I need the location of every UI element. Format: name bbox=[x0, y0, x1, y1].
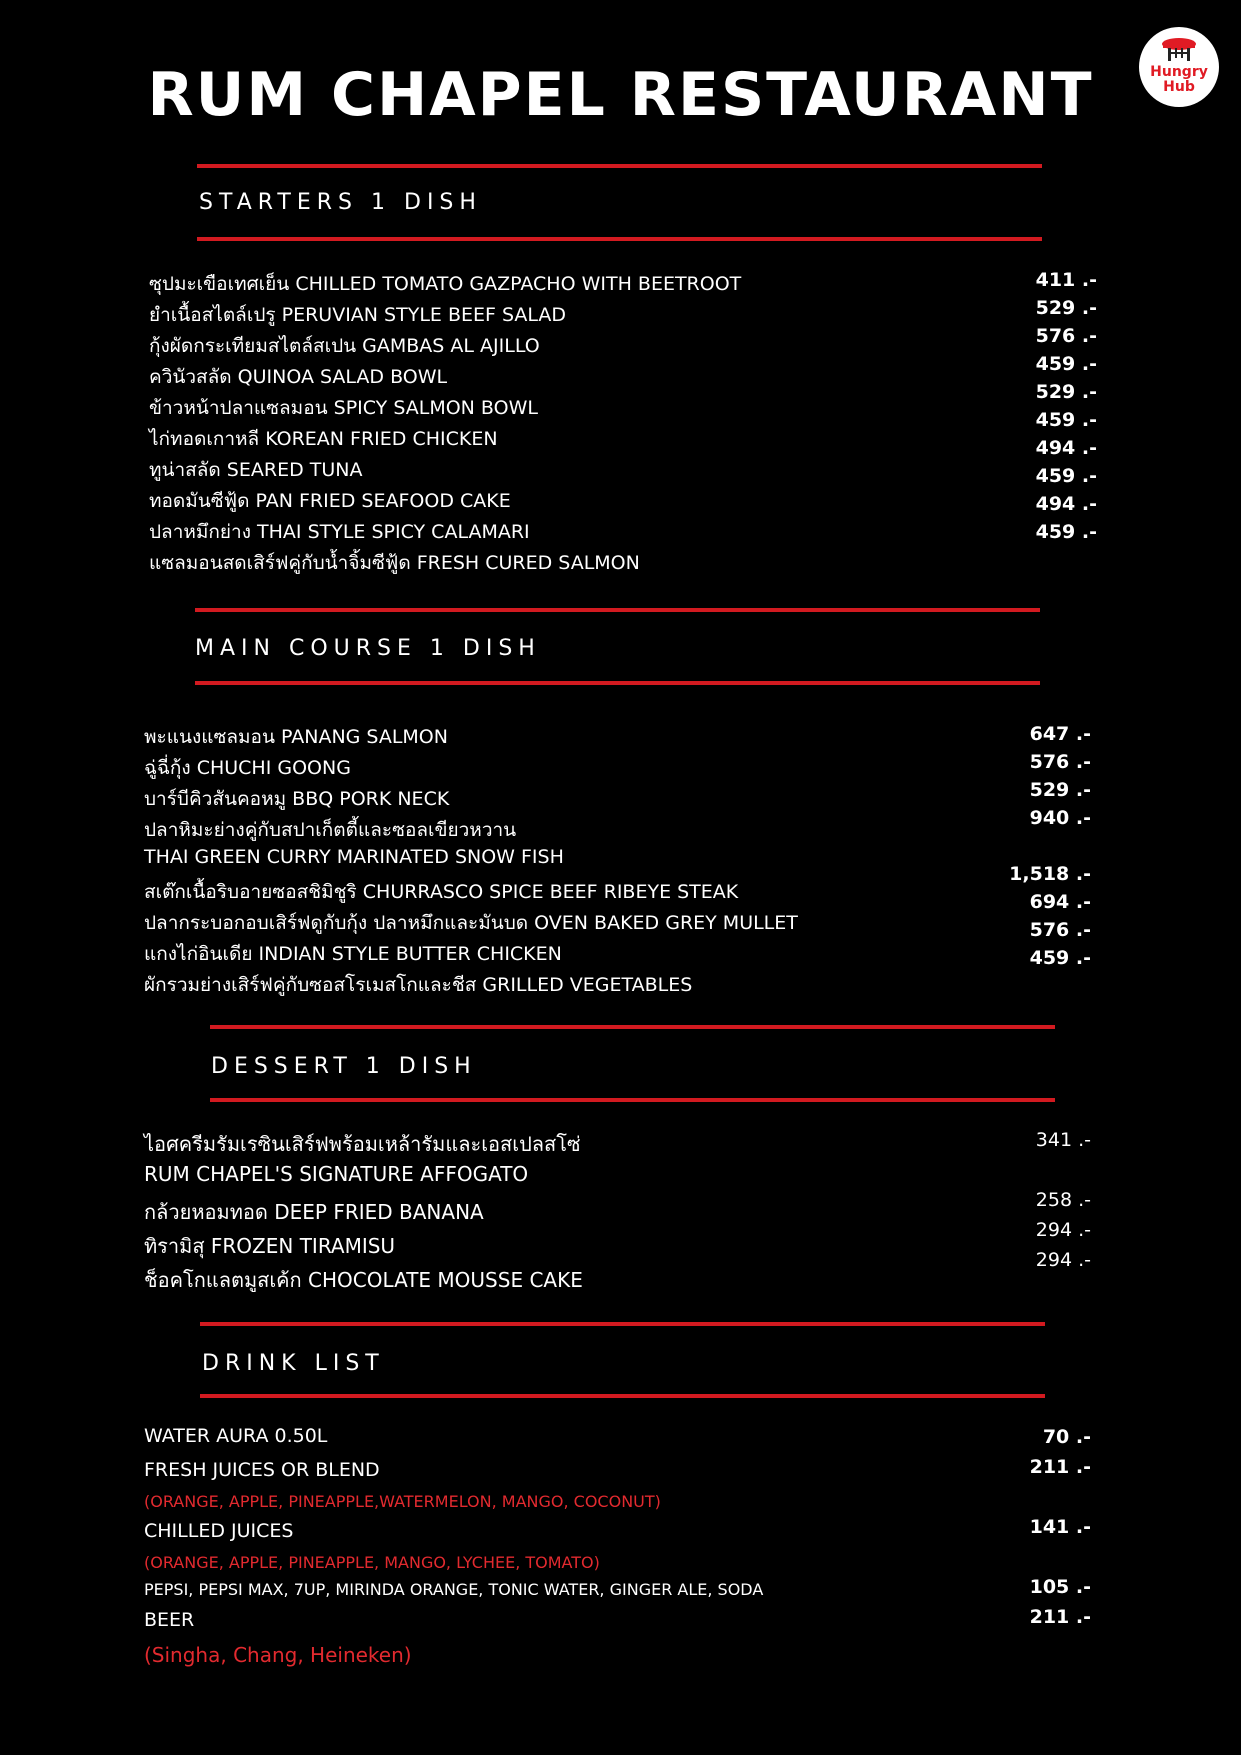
table-icon bbox=[1160, 35, 1198, 65]
starter-item: ควินัวสลัด QUINOA SALAD BOWL bbox=[149, 366, 448, 388]
drink-price: 211 .- bbox=[1029, 1456, 1091, 1478]
main-price: 459 .- bbox=[1029, 947, 1091, 969]
main-item: สเต๊กเนื้อริบอายซอสชิมิชูริ CHURRASCO SPICE BEEF RIBEYE STEAK bbox=[144, 881, 739, 903]
drink-item: WATER AURA 0.50L bbox=[144, 1425, 328, 1447]
section-title-dessert: DESSERT 1 DISH bbox=[211, 1054, 477, 1079]
dessert-item: RUM CHAPEL'S SIGNATURE AFFOGATO bbox=[144, 1162, 529, 1186]
drink-options: (ORANGE, APPLE, PINEAPPLE,WATERMELON, MANGO, COCONUT) bbox=[144, 1492, 661, 1511]
dessert-item: กล้วยหอมทอด DEEP FRIED BANANA bbox=[144, 1200, 484, 1224]
dessert-price: 294 .- bbox=[1035, 1219, 1091, 1241]
starter-price: 494 .- bbox=[1035, 493, 1097, 515]
starter-item: ยำเนื้อสไตล์เปรู PERUVIAN STYLE BEEF SALAD bbox=[149, 304, 567, 326]
starter-item: ไก่ทอดเกาหลี KOREAN FRIED CHICKEN bbox=[149, 428, 498, 450]
dessert-item: ช็อคโกแลตมูสเค้ก CHOCOLATE MOUSSE CAKE bbox=[144, 1268, 583, 1292]
drink-item: PEPSI, PEPSI MAX, 7UP, MIRINDA ORANGE, TONIC WATER, GINGER ALE, SODA bbox=[144, 1580, 764, 1599]
dessert-price: 341 .- bbox=[1035, 1129, 1091, 1151]
main-price: 576 .- bbox=[1029, 751, 1091, 773]
main-price: 576 .- bbox=[1029, 919, 1091, 941]
main-price: 940 .- bbox=[1029, 807, 1091, 829]
divider bbox=[195, 608, 1040, 612]
starter-price: 459 .- bbox=[1035, 465, 1097, 487]
dessert-item: ทิรามิสุ FROZEN TIRAMISU bbox=[144, 1234, 396, 1258]
drink-price: 105 .- bbox=[1029, 1576, 1091, 1598]
drink-item: BEER bbox=[144, 1609, 195, 1631]
starter-item: ซุปมะเขือเทศเย็น CHILLED TOMATO GAZPACHO WITH BEETROOT bbox=[149, 273, 742, 295]
hungry-hub-logo bbox=[1139, 27, 1219, 107]
starter-item: ปลาหมึกย่าง THAI STYLE SPICY CALAMARI bbox=[149, 521, 530, 543]
drink-price: 141 .- bbox=[1029, 1516, 1091, 1538]
drink-price: 211 .- bbox=[1029, 1606, 1091, 1628]
divider bbox=[197, 237, 1042, 241]
starter-item: ทอดมันซีฟู้ด PAN FRIED SEAFOOD CAKE bbox=[149, 490, 511, 512]
dessert-price: 258 .- bbox=[1035, 1189, 1091, 1211]
divider bbox=[210, 1025, 1055, 1029]
divider bbox=[200, 1394, 1045, 1398]
main-item: พะแนงแซลมอน PANANG SALMON bbox=[144, 726, 448, 748]
dessert-item: ไอศครีมรัมเรซินเสิร์ฟพร้อมเหล้ารัมและเอสเปลสโซ่ bbox=[144, 1132, 581, 1156]
divider bbox=[197, 164, 1042, 168]
drink-options: (Singha, Chang, Heineken) bbox=[144, 1643, 412, 1667]
drink-price: 70 .- bbox=[1042, 1426, 1091, 1448]
main-item: บาร์บีคิวสันคอหมู BBQ PORK NECK bbox=[144, 788, 450, 810]
main-price: 647 .- bbox=[1029, 723, 1091, 745]
main-item: ผักรวมย่างเสิร์ฟคู่กับซอสโรเมสโกและชีส GRILLED VEGETABLES bbox=[144, 974, 693, 996]
section-title-main-course: MAIN COURSE 1 DISH bbox=[195, 636, 541, 661]
main-item: THAI GREEN CURRY MARINATED SNOW FISH bbox=[144, 846, 564, 868]
starter-price: 529 .- bbox=[1035, 297, 1097, 319]
divider bbox=[195, 681, 1040, 685]
starter-price: 529 .- bbox=[1035, 381, 1097, 403]
main-item: ปลาหิมะย่างคู่กับสปาเก็ตตี้และซอลเขียวหวาน bbox=[144, 819, 517, 841]
starter-price: 576 .- bbox=[1035, 325, 1097, 347]
divider bbox=[200, 1322, 1045, 1326]
main-price: 529 .- bbox=[1029, 779, 1091, 801]
page-title: RUM CHAPEL RESTAURANT bbox=[147, 60, 1094, 130]
starter-price: 494 .- bbox=[1035, 437, 1097, 459]
starter-price: 459 .- bbox=[1035, 409, 1097, 431]
starter-item: แซลมอนสดเสิร์ฟคู่กับน้ำจิ้มซีฟู้ด FRESH CURED SALMON bbox=[149, 552, 640, 574]
main-item: แกงไก่อินเดีย INDIAN STYLE BUTTER CHICKEN bbox=[144, 943, 562, 965]
starter-price: 459 .- bbox=[1035, 353, 1097, 375]
drink-options: (ORANGE, APPLE, PINEAPPLE, MANGO, LYCHEE, TOMATO) bbox=[144, 1553, 600, 1572]
starter-item: กุ้งผัดกระเทียมสไตล์สเปน GAMBAS AL AJILLO bbox=[149, 335, 540, 357]
main-price: 1,518 .- bbox=[1009, 863, 1091, 885]
drink-item: FRESH JUICES OR BLEND bbox=[144, 1459, 380, 1481]
logo-line-2: Hub bbox=[1163, 79, 1195, 95]
starter-item: ข้าวหน้าปลาแซลมอน SPICY SALMON BOWL bbox=[149, 397, 538, 419]
main-item: ฉู่ฉี่กุ้ง CHUCHI GOONG bbox=[144, 757, 351, 779]
starter-price: 459 .- bbox=[1035, 521, 1097, 543]
section-title-starters: STARTERS 1 DISH bbox=[199, 190, 482, 215]
main-price: 694 .- bbox=[1029, 891, 1091, 913]
main-item: ปลากระบอกอบเสิร์ฟดูกับกุ้ง ปลาหมึกและมันบด OVEN BAKED GREY MULLET bbox=[144, 912, 798, 934]
starter-price: 411 .- bbox=[1035, 269, 1097, 291]
drink-item: CHILLED JUICES bbox=[144, 1520, 294, 1542]
divider bbox=[210, 1098, 1055, 1102]
logo-line-1: Hungry bbox=[1150, 64, 1208, 80]
starter-item: ทูน่าสลัด SEARED TUNA bbox=[149, 459, 363, 481]
dessert-price: 294 .- bbox=[1035, 1249, 1091, 1271]
section-title-drinks: DRINK LIST bbox=[202, 1351, 385, 1376]
